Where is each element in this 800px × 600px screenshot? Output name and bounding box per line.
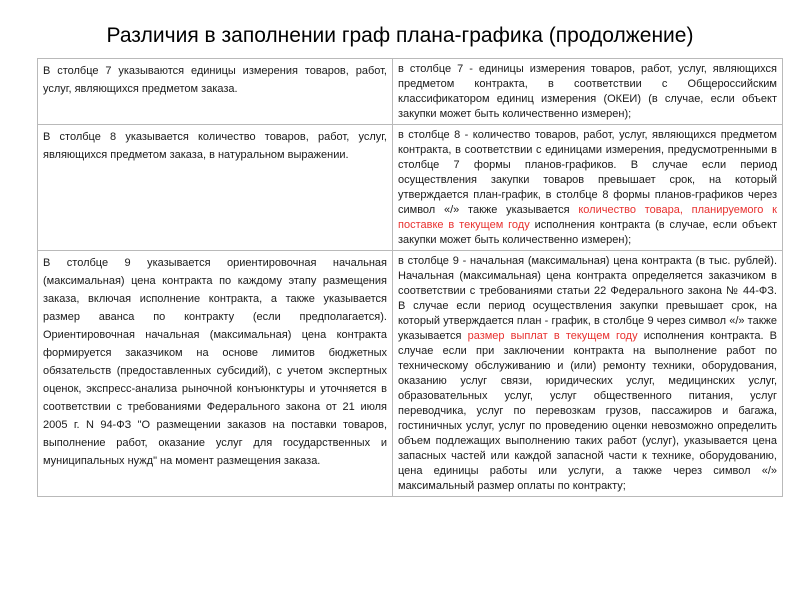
cell-text: в столбце 7 - единицы измерения товаров, работ, услуг, являющихся предметом контракта, в соответствии с Общероссийским классификатором единиц измерения (ОКЕИ) (в случае, если объект закупки может быть количественно измерен); [398, 63, 777, 120]
table-row [38, 251, 783, 497]
cell-text: В столбце 7 указываются единицы измерения товаров, работ, услуг, являющихся предметом заказа. [43, 65, 387, 95]
table-row [38, 59, 783, 125]
old-rule-column-8 [38, 125, 393, 251]
new-rule-column-8 [393, 125, 783, 251]
old-rule-column-9 [38, 251, 393, 497]
cell-text: В столбце 8 указывается количество товаров, работ, услуг, являющихся предметом заказа, в натуральном выражении. [43, 131, 387, 161]
cell-text: в столбце 9 - начальная (максимальная) цена контракта (в тыс. рублей). Начальная (максимальная) цена контракта определяется заказчиком в соответствии с требованиями статьи 22 Федерального закона № 44-ФЗ. В случае если период осуществления закупки превышает срок, на который утверждается план - график, в столбце 9 через символ «/» также указывается [398, 255, 777, 342]
cell-text: исполнения контракта. В случае если при заключении контракта на выполнение работ по техническому обслуживанию и (или) ремонту техники, оборудования, оказанию услуг связи, юридических услуг, медицинских услуг, образовательных услуг, услуг общественного питания, услуг переводчика, услуг по перевозкам грузов, пассажиров и багажа, гостиничных услуг, услуг по проведению оценки невозможно определить объем подлежащих выполнению таких работ (услуг), указывается цена запасных частей или каждой запасной части к технике, оборудованию, цена единицы работы или услуги, а также через символ «/» максимальный размер оплаты по контракту; [398, 330, 778, 492]
cell-text: исполнения контракта (в случае, если объект закупки может быть количественно измерен); [398, 219, 777, 246]
new-rule-column-9 [393, 251, 783, 497]
old-rule-column-7 [38, 59, 393, 125]
comparison-table [37, 58, 783, 497]
slide-title: Различия в заполнении граф плана-графика (продолжение) [106, 24, 694, 47]
highlighted-text: количество товара, планируемого к поставке в текущем году [398, 204, 777, 231]
table-row [38, 125, 783, 251]
cell-text: В столбце 9 указывается ориентировочная начальная (максимальная) цена контракта по каждому этапу размещения заказа, включая исполнение контракта, а также указывается размер аванса по контракту (если предполагается). Ориентировочная начальная (максимальная) цена контракта формируется заказчиком на основе лимитов бюджетных обязательств (предоставленных субсидий), с учетом экспертных оценок, экспресс-анализа рыночной конъюнктуры и уточняется в соответствии с требованиями Федерального закона от 21 июля 2005 г. N 94-ФЗ "О размещении заказов на поставки товаров, выполнение работ, оказание услуг для государственных и муниципальных нужд" на момент размещения заказа. [43, 257, 387, 467]
highlighted-text: размер выплат в текущем году [467, 330, 638, 342]
new-rule-column-7 [393, 59, 783, 125]
cell-text: в столбце 8 - количество товаров, работ, услуг, являющихся предметом контракта, в соответствии с единицами измерения, предусмотренными в столбце 7 формы планов-графиков. В случае если период осуществления закупки товаров превышает срок, на который утверждается план-график, в столбце 8 формы планов-графиков через символ «/» также указывается [398, 129, 777, 216]
